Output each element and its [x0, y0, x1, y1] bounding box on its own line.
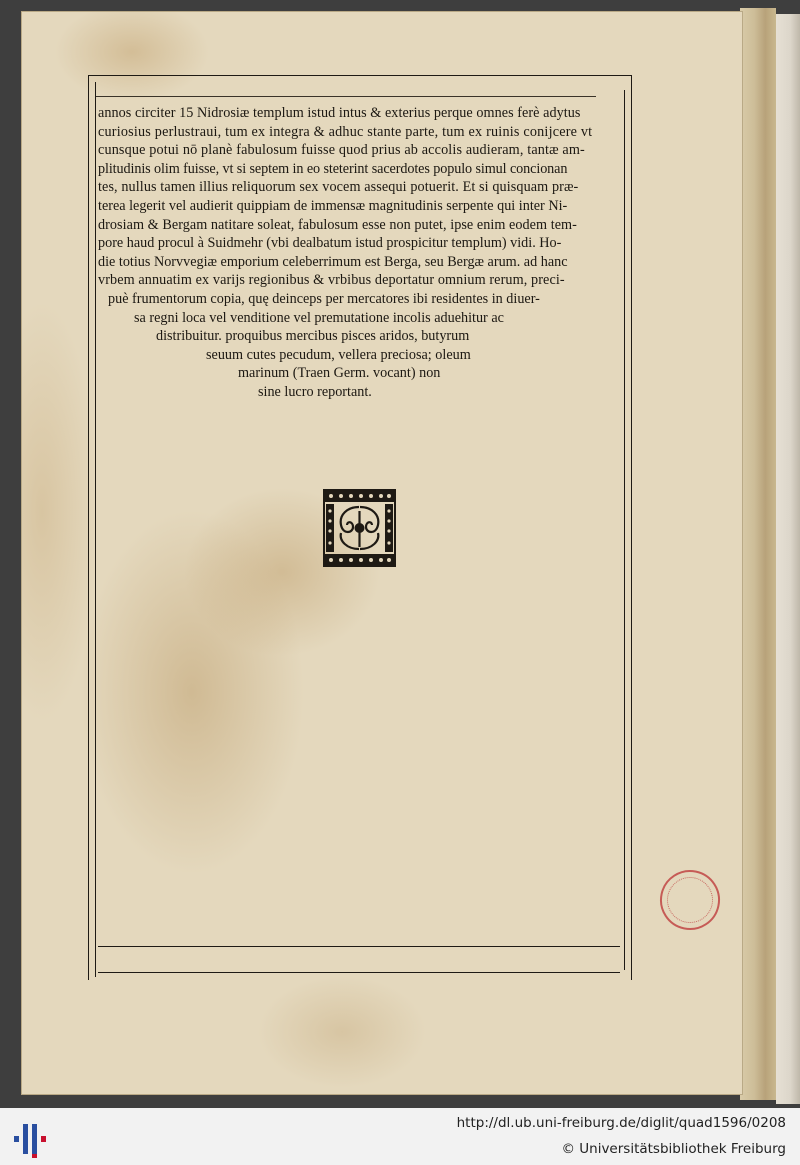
text-line: plitudinis olim fuisse, vt si septem in eo steterint sacerdotes populo simul concionan [98, 160, 568, 177]
text-line: marinum (Traen Germ. vocant) non [238, 365, 441, 382]
book-edge-back [776, 14, 800, 1104]
header-rule [96, 96, 596, 97]
text-line: sine lucro reportant. [258, 383, 372, 400]
body-text [98, 104, 620, 402]
text-line: tes, nullus tamen illius reliquorum sex vocem assequi potuerit. Et si quisquam præ- [98, 179, 579, 196]
text-line: sa regni loca vel venditione vel premutatione incolis aduehitur ac [134, 309, 504, 326]
text-line: seuum cutes pecudum, vellera preciosa; oleum [206, 346, 471, 363]
university-logo-icon [10, 1116, 50, 1160]
text-line: pore haud procul à Suidmehr (vbi dealbatum istud prospicitur templum) vidi. Ho- [98, 235, 562, 252]
text-line: die totius Norvvegiæ emporium celeberrimum est Berga, seu Bergæ arum. ad hanc [98, 253, 568, 270]
text-line: distribuitur. proquibus mercibus pisces aridos, butyrum [156, 328, 470, 345]
text-line: curiosius perlustraui, tum ex integra & adhuc stante parte, tum ex ruinis conijcere vt [98, 123, 593, 140]
text-line: drosiam & Bergam natitare soleat, fabulosum esse non putet, ipse enim eodem tem- [98, 216, 577, 233]
page-frame-right-rule [624, 90, 625, 970]
text-line: cunsque potui nō planè fabulosum fuisse quod prius ab accolis audieram, tantæ am- [98, 142, 585, 159]
text-line: vrbem annuatim ex varijs regionibus & vrbibus deportatur omnium rerum, preci- [98, 272, 565, 289]
text-line: puè frumentorum copia, quę deinceps per mercatores ibi residentes in diuer- [108, 290, 540, 307]
footer-rule-lower [98, 972, 620, 973]
permalink-url[interactable]: http://dl.ub.uni-freiburg.de/diglit/quad1596/0208 [456, 1115, 786, 1131]
copyright-notice: © Universitätsbibliothek Freiburg [561, 1141, 786, 1157]
page-frame-left-rule [95, 82, 96, 977]
footer-rule-upper [98, 946, 620, 947]
viewer-footer [0, 1108, 800, 1165]
text-line: terea legerit vel audierit quippiam de immensæ magnitudinis serpente qui inter Ni- [98, 197, 568, 214]
book-edge [740, 8, 776, 1100]
text-line: annos circiter 15 Nidrosiæ templum istud intus & exterius perque omnes ferè adytus [98, 105, 581, 121]
printer-ornament-icon [323, 489, 396, 567]
